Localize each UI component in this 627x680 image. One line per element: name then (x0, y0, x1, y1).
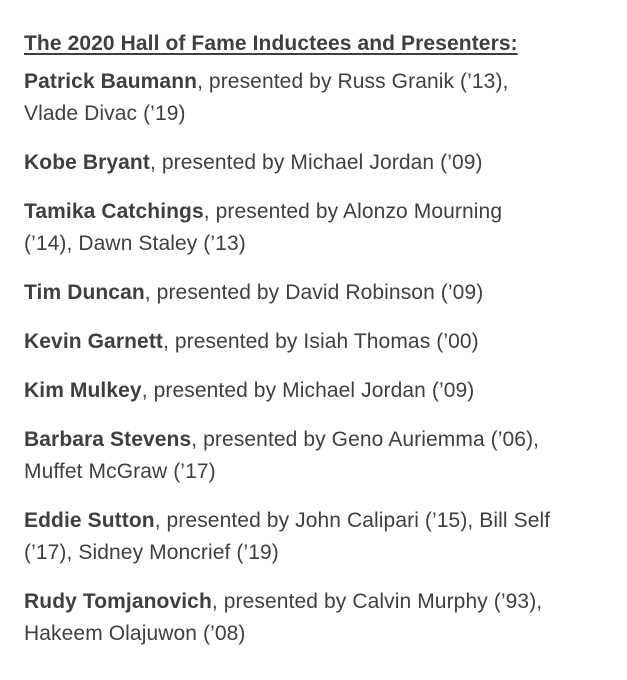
page-title: The 2020 Hall of Fame Inductees and Presenters: (24, 32, 518, 55)
presenter-text-continued: Hakeem Olajuwon (’08) (24, 622, 246, 645)
inductee-entry (24, 277, 603, 309)
presenter-text: , presented by Alonzo Mourning (203, 200, 503, 223)
inductee-entry (24, 326, 603, 358)
presenter-text: , presented by Isiah Thomas (’00) (163, 330, 479, 353)
presenter-text-continued: Vlade Divac (’19) (24, 102, 186, 125)
presenter-text-continued: (’14), Dawn Staley (’13) (24, 232, 246, 255)
presenter-text: , presented by David Robinson (’09) (144, 281, 484, 304)
inductee-name: Rudy Tomjanovich (24, 590, 212, 613)
inductee-name: Kevin Garnett (24, 330, 163, 353)
inductee-entry (24, 505, 603, 569)
presenter-text-continued: (’17), Sidney Moncrief (’19) (24, 541, 279, 564)
inductee-name: Patrick Baumann (24, 70, 198, 93)
presenter-text: , presented by Calvin Murphy (’93), (211, 590, 543, 613)
inductee-entry (24, 586, 603, 650)
presenter-text: , presented by Michael Jordan (’09) (141, 379, 475, 402)
inductee-entry (24, 147, 603, 179)
presenter-text: , presented by John Calipari (’15), Bill Self (154, 509, 551, 532)
inductee-name: Eddie Sutton (24, 509, 155, 532)
presenter-text-continued: Muffet McGraw (’17) (24, 460, 216, 483)
inductee-name: Kobe Bryant (24, 151, 150, 174)
inductee-name: Tamika Catchings (24, 200, 204, 223)
inductee-entry (24, 196, 603, 260)
presenter-text: , presented by Geno Auriemma (’06), (191, 428, 540, 451)
presenter-text: , presented by Michael Jordan (’09) (149, 151, 483, 174)
inductee-entry (24, 424, 603, 488)
presenter-text: , presented by Russ Granik (’13), (197, 70, 509, 93)
inductee-entry (24, 375, 603, 407)
inductee-entry (24, 66, 603, 130)
inductee-name: Kim Mulkey (24, 379, 142, 402)
inductee-name: Tim Duncan (24, 281, 145, 304)
inductee-list (24, 66, 603, 650)
inductee-name: Barbara Stevens (24, 428, 192, 451)
